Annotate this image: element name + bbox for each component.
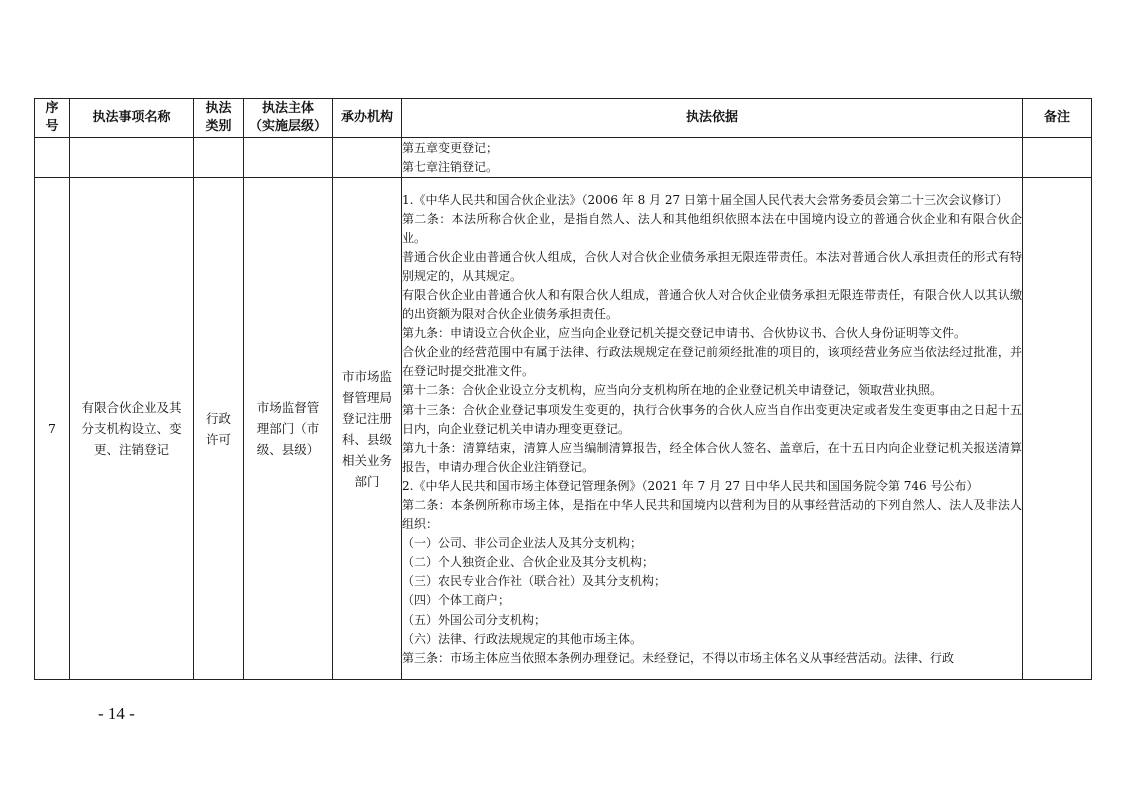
basis-line: 第三条：市场主体应当依照本条例办理登记。未经登记，不得以市场主体名义从事经营活动。法律、行政: [402, 650, 955, 665]
header-item-name: 执法事项名称: [70, 99, 194, 138]
basis-line: 有限合伙企业由普通合伙人和有限合伙人组成，普通合伙人对合伙企业债务承担无限连带责任，有限合伙人以其认缴的出资额为限对合伙企业债务承担责任。: [402, 287, 1022, 322]
cell-remark: [1023, 138, 1092, 178]
cell-seq: [35, 138, 70, 178]
basis-line: 普通合伙企业由普通合伙人组成，合伙人对合伙企业债务承担无限连带责任。本法对普通合伙人承担责任的形式有特别规定的，从其规定。: [402, 249, 1022, 283]
cell-category: [194, 178, 244, 680]
header-category-line-1: 执法: [205, 101, 232, 116]
header-subject-line-1: 执法主体: [261, 101, 314, 116]
basis-line: 第十三条：合伙企业登记事项发生变更的，执行合伙事务的合伙人应当自作出变更决定或者发生变更事由之日起十五日内，向企业登记机关申请办理变更登记。: [402, 402, 1022, 436]
header-remark: 备注: [1023, 99, 1092, 138]
cell-item-name: [70, 178, 194, 680]
basis-line: 第二条：本法所称合伙企业，是指自然人、法人和其他组织依照本法在中国境内设立的普通合伙企业和有限合伙企业。: [402, 211, 1022, 245]
law-enforcement-table: [34, 98, 1092, 680]
basis-line: 合伙企业的经营范围中有属于法律、行政法规规定在登记前须经批准的项目的，该项经营业务应当依法经过批准，并在登记时提交批准文件。: [402, 345, 1022, 379]
cell-category: [194, 138, 244, 178]
basis-line: 第七章注销登记。: [402, 160, 499, 175]
basis-line: 第九十条：清算结束，清算人应当编制清算报告，经全体合伙人签名、盖章后，在十五日内向企业登记机关报送清算报告，申请办理合伙企业注销登记。: [402, 440, 1022, 474]
header-seq: [35, 99, 70, 138]
item-name-text: 有限合伙企业及其分支机构设立、变更、注销登记: [81, 400, 182, 458]
cell-seq: 7: [35, 178, 70, 680]
basis-line: （六）法律、行政法规规定的其他市场主体。: [402, 631, 643, 646]
basis-line: （四）个体工商户；: [402, 593, 511, 608]
basis-line: 第二条：本条例所称市场主体，是指在中华人民共和国境内以营利为目的从事经营活动的下列自然人、法人及非法人组织：: [402, 498, 1022, 532]
header-basis: 执法依据: [402, 99, 1023, 138]
cell-item-name: [70, 138, 194, 178]
page-number: - 14 -: [98, 704, 135, 723]
cell-basis: [402, 178, 1023, 680]
header-subject-line-2: （实施层级）: [248, 119, 327, 134]
basis-line: 第十二条：合伙企业设立分支机构，应当向分支机构所在地的企业登记机关申请登记，领取营业执照。: [402, 383, 943, 398]
cell-subject: [244, 138, 333, 178]
basis-line: （二）个人独资企业、合伙企业及其分支机构；: [402, 555, 655, 570]
header-seq-line-2: 号: [45, 119, 59, 134]
subject-text: 市场监督管理部门（市级、县级）: [256, 400, 320, 458]
basis-line: 1.《中华人民共和国合伙企业法》（2006 年 8 月 27 日第十届全国人民代表大会常务委员会第二十三次会议修订）: [402, 192, 1008, 207]
header-agency: 承办机构: [333, 99, 402, 138]
header-subject: [244, 99, 333, 138]
header-seq-line-1: 序: [45, 101, 59, 116]
table-row-continuation: [35, 138, 1092, 178]
cell-agency: [333, 138, 402, 178]
cell-basis: [402, 138, 1023, 178]
basis-line: 2.《中华人民共和国市场主体登记管理条例》（2021 年 7 月 27 日中华人民共和国国务院令第 746 号公布）: [402, 478, 979, 493]
cell-agency: [333, 178, 402, 680]
category-text: 行政许可: [205, 410, 231, 447]
cell-remark: [1023, 178, 1092, 680]
agency-text: 市市场监督管理局登记注册科、县级相关业务部门: [341, 368, 392, 489]
basis-line: （五）外国公司分支机构；: [402, 612, 547, 627]
header-row: [35, 99, 1092, 138]
header-category-line-2: 类别: [205, 119, 232, 134]
cell-subject: [244, 178, 333, 680]
header-category: [194, 99, 244, 138]
table-row-7: [35, 178, 1092, 680]
basis-line: 第九条：申请设立合伙企业，应当向企业登记机关提交登记申请书、合伙协议书、合伙人身份证明等文件。: [402, 326, 967, 341]
basis-line: （三）农民专业合作社（联合社）及其分支机构；: [402, 574, 667, 589]
basis-line: 第五章变更登记；: [402, 141, 499, 155]
basis-line: （一）公司、非公司企业法人及其分支机构；: [402, 536, 643, 551]
